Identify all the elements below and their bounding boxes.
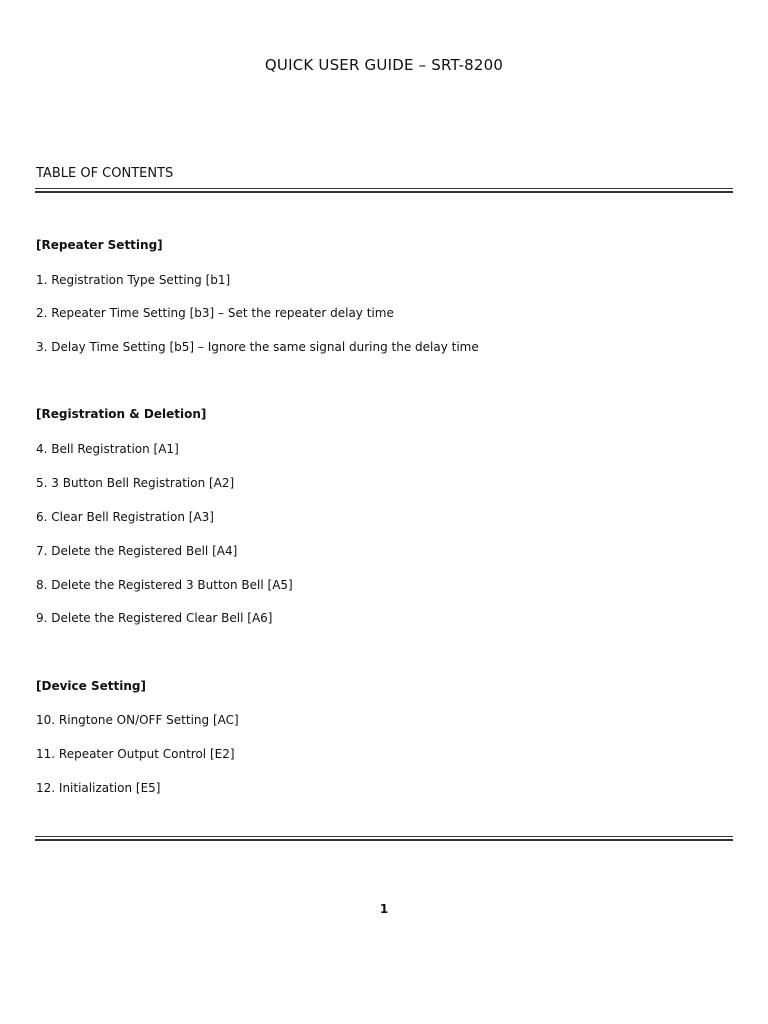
- toc-item: 9. Delete the Registered Clear Bell [A6]: [36, 611, 273, 625]
- page-title: QUICK USER GUIDE – SRT-8200: [264, 56, 504, 74]
- toc-item: 7. Delete the Registered Bell [A4]: [36, 544, 238, 558]
- toc-item: 4. Bell Registration [A1]: [36, 442, 179, 456]
- toc-item: 8. Delete the Registered 3 Button Bell [A5]: [36, 578, 293, 592]
- toc-item: 10. Ringtone ON/OFF Setting [AC]: [36, 713, 239, 727]
- toc-item: 1. Registration Type Setting [b1]: [36, 273, 231, 287]
- page-number: 1: [379, 902, 389, 916]
- toc-item: 6. Clear Bell Registration [A3]: [36, 510, 214, 524]
- toc-heading: TABLE OF CONTENTS: [36, 166, 174, 181]
- toc-item: 11. Repeater Output Control [E2]: [36, 747, 235, 761]
- bottom-divider: [35, 836, 733, 841]
- section-title-repeater-setting: [Repeater Setting]: [36, 238, 163, 252]
- toc-item: 12. Initialization [E5]: [36, 781, 161, 795]
- toc-item: 2. Repeater Time Setting [b3] – Set the repeater delay time: [36, 306, 394, 320]
- toc-item: 5. 3 Button Bell Registration [A2]: [36, 476, 235, 490]
- toc-item: 3. Delay Time Setting [b5] – Ignore the same signal during the delay time: [36, 340, 479, 354]
- section-title-device-setting: [Device Setting]: [36, 679, 146, 693]
- top-divider: [35, 188, 733, 193]
- section-title-registration-deletion: [Registration & Deletion]: [36, 407, 207, 421]
